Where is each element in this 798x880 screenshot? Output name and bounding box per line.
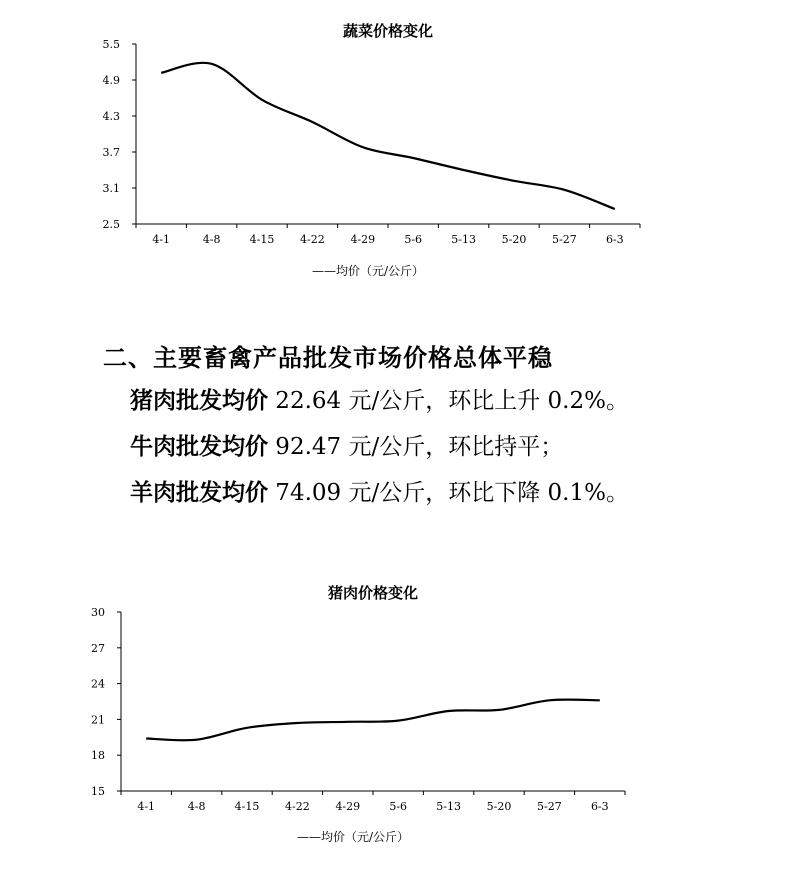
x-tick-label: 5-27 <box>552 233 577 246</box>
pork-text: 22.64 元/公斤，环比上升 0.2%。 <box>268 388 629 414</box>
x-tick-label: 6-3 <box>605 233 624 246</box>
x-tick-label: 5-13 <box>451 233 476 246</box>
x-tick-label: 4-15 <box>234 800 260 813</box>
y-tick-label: 27 <box>91 641 105 655</box>
y-tick-label: 30 <box>91 606 105 619</box>
y-tick-label: 5.5 <box>102 38 120 51</box>
x-tick-label: 6-3 <box>590 800 609 813</box>
y-tick-label: 4.3 <box>102 110 120 123</box>
x-tick-label: 4-15 <box>249 233 275 246</box>
x-tick-label: 4-29 <box>335 800 361 813</box>
x-tick-label: 5-6 <box>404 233 423 246</box>
pork-label: 猪肉批发均价 <box>130 388 268 414</box>
x-tick-label: 4-22 <box>285 800 310 813</box>
vegetable-price-chart <box>0 0 798 300</box>
x-tick-label: 4-8 <box>202 233 221 246</box>
y-tick-label: 21 <box>91 713 105 727</box>
x-tick-label: 5-27 <box>537 800 562 813</box>
y-tick-label: 2.5 <box>102 218 120 231</box>
chart-title: 猪肉价格变化 <box>327 584 419 602</box>
y-tick-label: 4.9 <box>102 74 120 87</box>
beef-text: 92.47 元/公斤，环比持平； <box>268 434 564 460</box>
beef-price-line <box>130 428 563 461</box>
x-tick-label: 5-20 <box>486 800 512 813</box>
y-tick-label: 3.7 <box>102 146 120 159</box>
x-tick-label: 5-20 <box>501 233 527 246</box>
mutton-price-line <box>130 474 629 507</box>
x-tick-label: 5-6 <box>389 800 408 813</box>
x-tick-label: 4-29 <box>350 233 376 246</box>
price-series-line <box>146 700 600 741</box>
beef-label: 牛肉批发均价 <box>130 434 268 460</box>
section-title: 二、主要畜禽产品批发市场价格总体平稳 <box>103 344 553 372</box>
legend-label: ——均价（元/公斤） <box>296 830 410 844</box>
x-tick-label: 4-1 <box>137 800 156 813</box>
livestock-section <box>0 328 798 518</box>
x-tick-label: 4-1 <box>152 233 171 246</box>
x-tick-label: 4-22 <box>300 233 325 246</box>
mutton-label: 羊肉批发均价 <box>130 480 268 506</box>
chart-title: 蔬菜价格变化 <box>342 22 434 40</box>
x-tick-label: 4-8 <box>187 800 206 813</box>
y-tick-label: 3.1 <box>102 182 120 195</box>
pork-price-line <box>130 382 629 415</box>
y-tick-label: 15 <box>91 785 105 798</box>
legend-label: ——均价（元/公斤） <box>311 264 425 278</box>
pork-price-chart <box>0 570 798 870</box>
mutton-text: 74.09 元/公斤，环比下降 0.1%。 <box>268 480 629 506</box>
price-series-line <box>161 63 615 209</box>
y-tick-label: 18 <box>91 749 105 763</box>
x-tick-label: 5-13 <box>436 800 461 813</box>
y-tick-label: 24 <box>91 677 105 691</box>
